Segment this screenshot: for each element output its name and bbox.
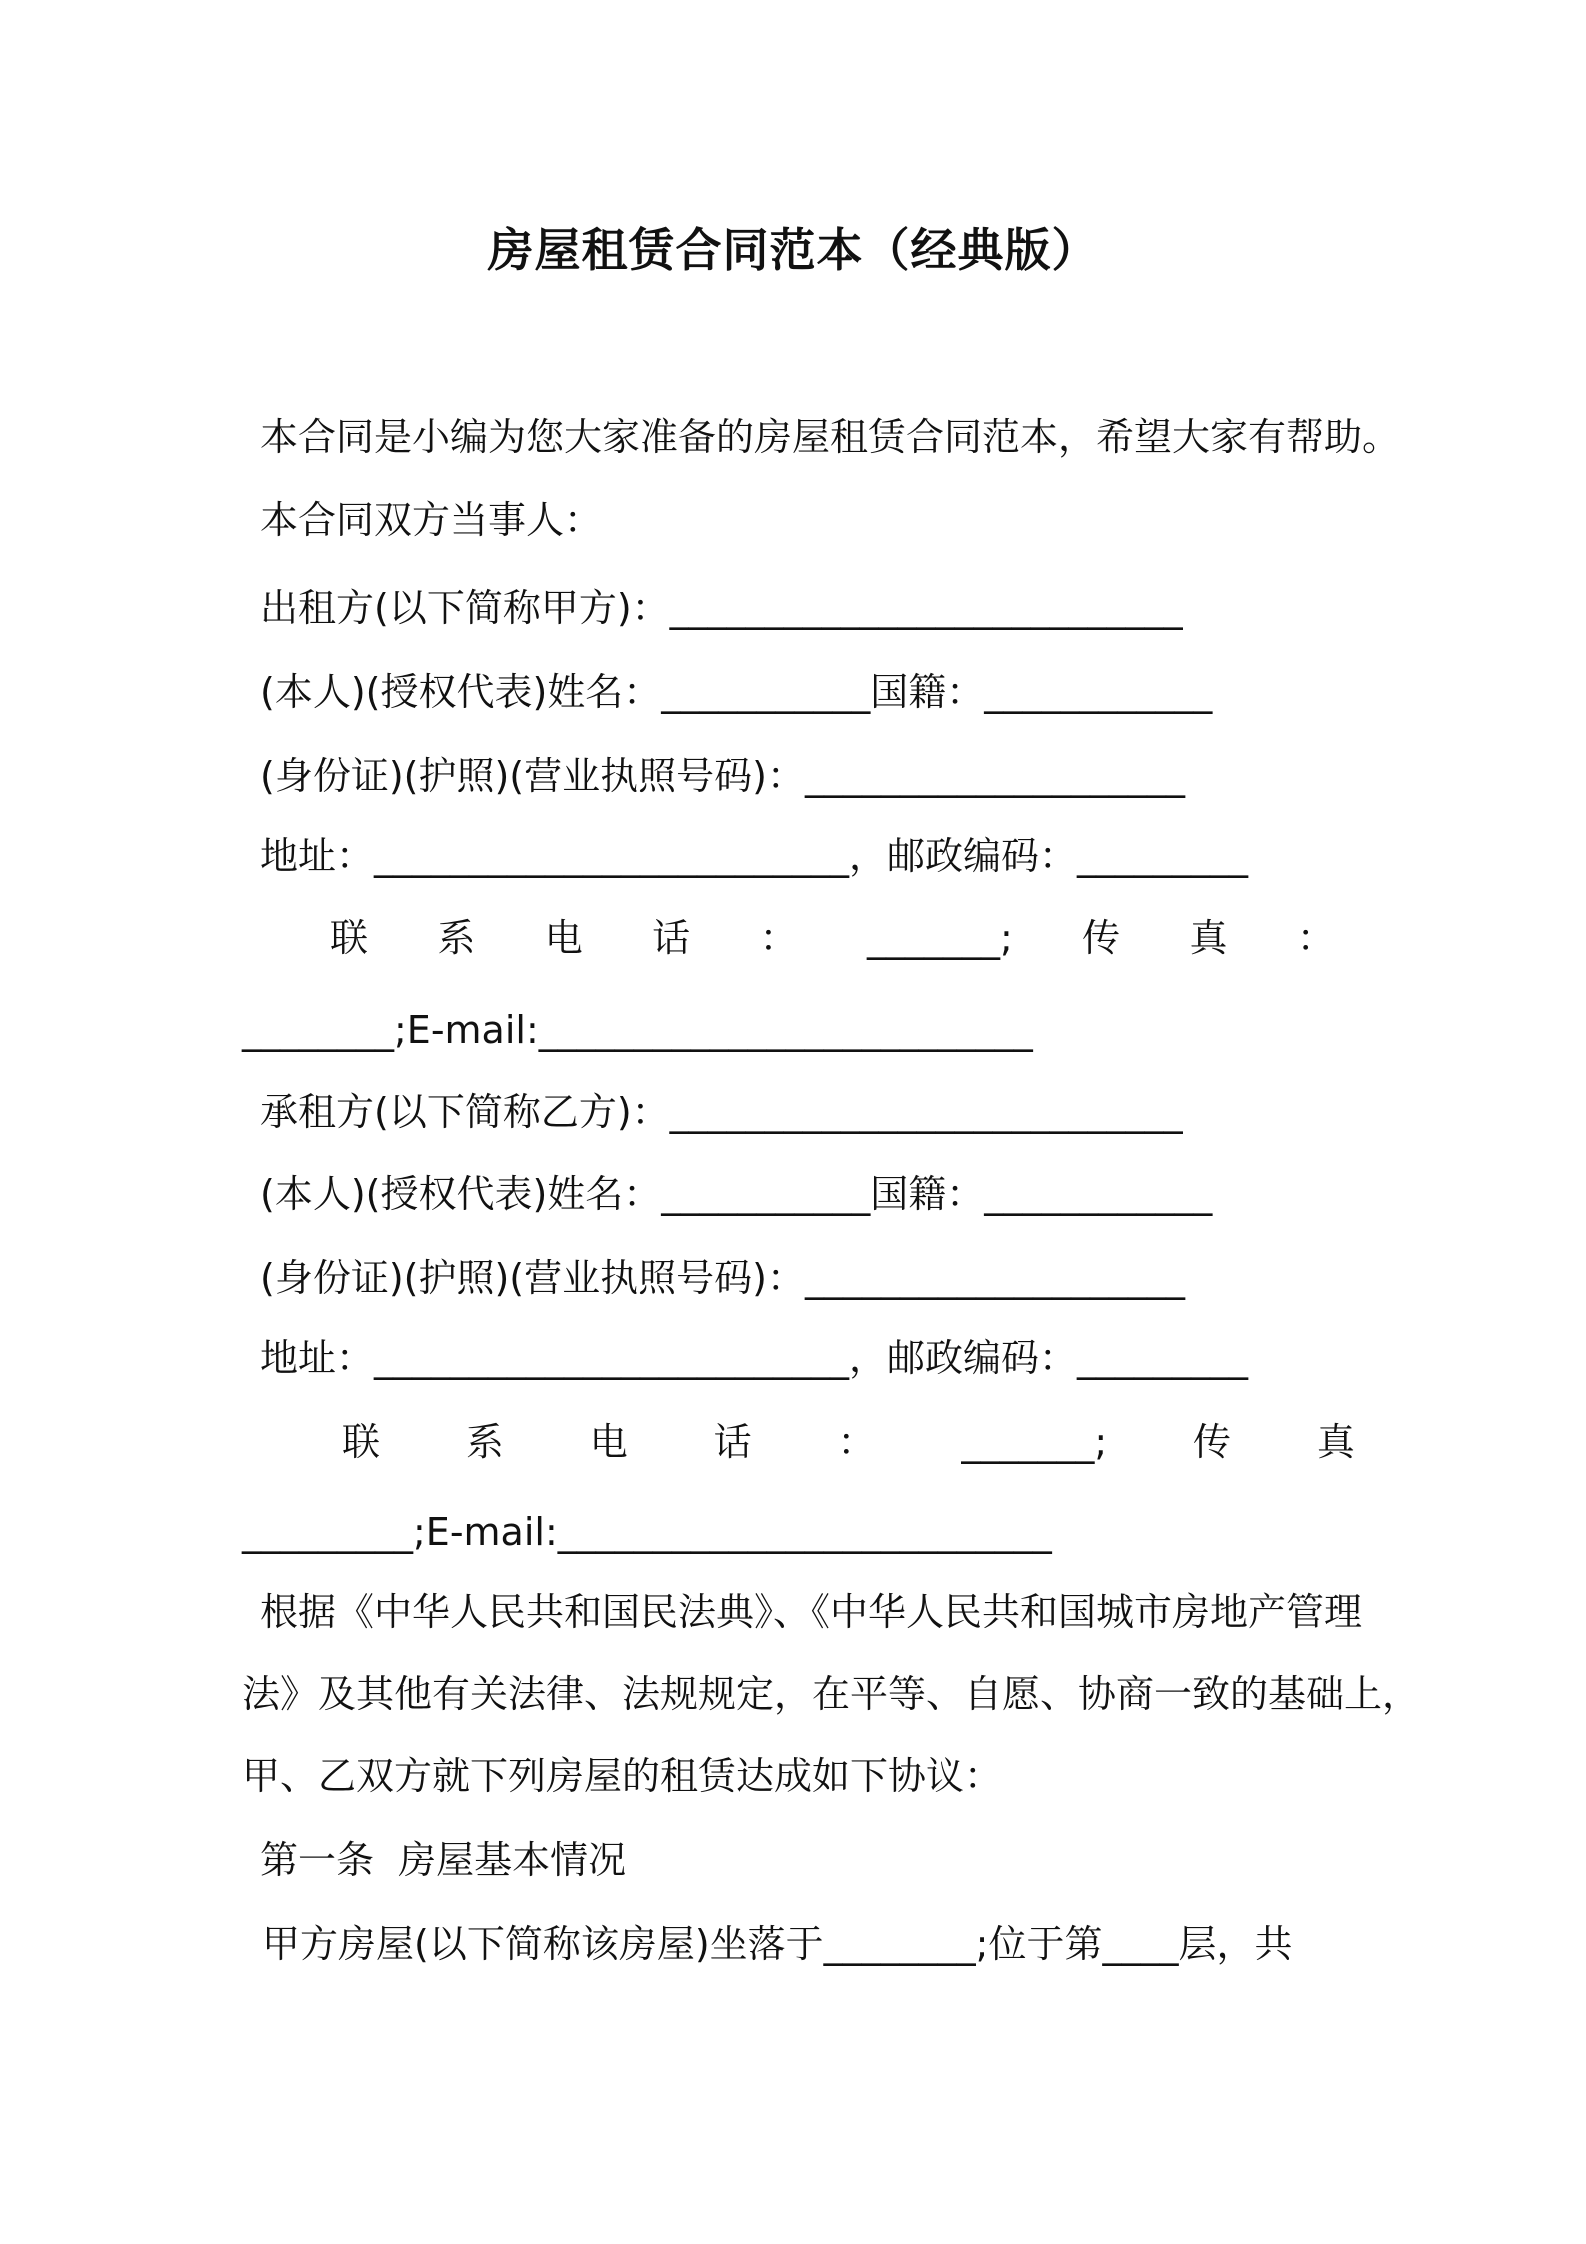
basis-line-2: 法》及其他有关法律、法规规定，在平等、自愿、协商一致的基础上， [242,1672,1421,1716]
lessee-name-line: 承租方(以下简称乙方)：___________________________ [260,1090,1183,1134]
lessor-representative-line: (本人)(授权代表)姓名：___________国籍：____________ [260,670,1213,714]
basis-line-3: 甲、乙双方就下列房屋的租赁达成如下协议： [242,1754,1003,1798]
basis-line-1: 根据《中华人民共和国民法典》、《中华人民共和国城市房地产管理 [260,1590,1363,1634]
lessee-phone-part: ： [837,1420,876,1464]
lessor-phone-part: 传 [1082,916,1121,960]
document-title: 房屋租赁合同范本（经典版） [487,223,1099,277]
lessor-address-line: 地址：_________________________，邮政编码：_________ [260,834,1249,878]
lessee-representative-line: (本人)(授权代表)姓名：___________国籍：____________ [260,1172,1213,1216]
lessor-id-line: (身份证)(护照)(营业执照号码)：____________________ [260,754,1185,798]
lessor-phone-part: 系 [437,916,476,960]
intro-paragraph: 本合同是小编为您大家准备的房屋租赁合同范本，希望大家有帮助。 [260,415,1401,459]
lessor-email-line: ________;E-mail:__________________________ [242,1008,1033,1052]
lessee-phone-part: 系 [465,1420,504,1464]
lessee-address-line: 地址：_________________________，邮政编码：_________ [260,1336,1249,1380]
lessor-name-line: 出租方(以下简称甲方)：___________________________ [260,586,1183,630]
lessor-phone-part: 真 [1189,916,1228,960]
lessee-phone-part: 真 [1316,1420,1355,1464]
lessee-phone-part: 联 [342,1420,381,1464]
lessor-phone-fax-line [330,914,1335,962]
lessee-phone-part: 话 [713,1420,752,1464]
article-1-heading: 第一条 房屋基本情况 [260,1838,627,1882]
lessee-phone-part: _______; [961,1420,1108,1464]
lessor-phone-part: 电 [544,916,583,960]
lessee-phone-part: 电 [589,1420,628,1464]
article-1-line-1: 甲方房屋(以下简称该房屋)坐落于________;位于第____层，共 [262,1922,1293,1966]
lessor-phone-part: ： [759,916,798,960]
parties-heading: 本合同双方当事人： [260,498,603,542]
lessee-phone-part: 传 [1193,1420,1232,1464]
lessee-phone-fax-line [342,1418,1355,1466]
lessor-phone-part: 话 [652,916,691,960]
lessor-phone-part: ： [1296,916,1335,960]
lessee-email-line: _________;E-mail:__________________________ [242,1510,1052,1554]
lessee-id-line: (身份证)(护照)(营业执照号码)：____________________ [260,1256,1185,1300]
lessor-phone-part: _______; [866,916,1013,960]
lessor-phone-part: 联 [330,916,369,960]
